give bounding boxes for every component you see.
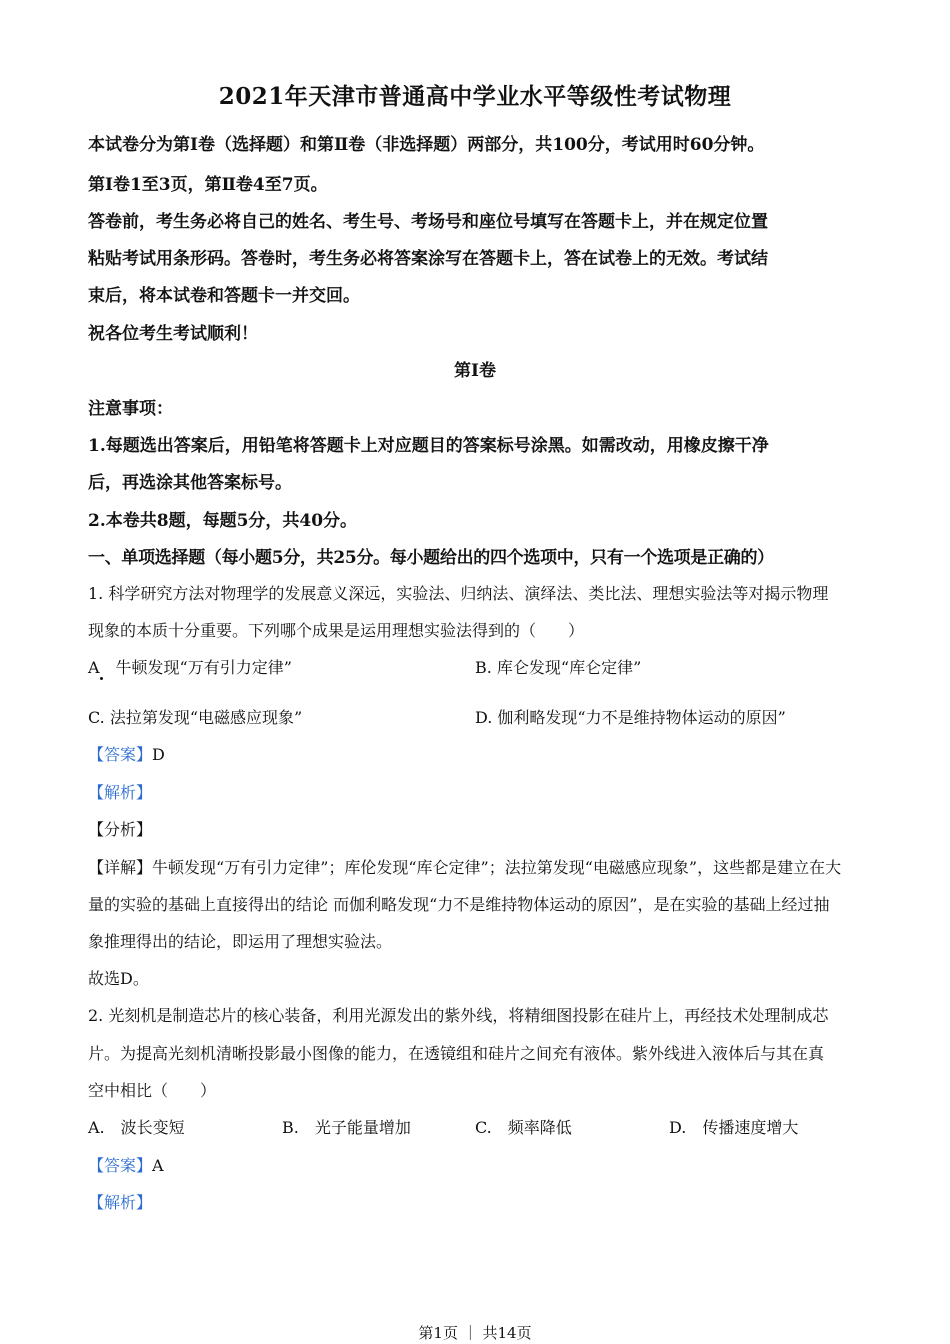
detail-text: 牛顿发现“万有引力定律”；库伦发现“库仑定律”；法拉第发现“电磁感应现象”，这些都是建立在大 (152, 858, 842, 877)
analysis-line (88, 780, 152, 803)
option-b: B. 库仑发现“库仑定律” (475, 658, 642, 677)
detail-text: 量的实验的基础上直接得出的结论 而伽利略发现“力不是维持物体运动的原因”，是在实验的基础上经过抽 (88, 895, 830, 914)
option-b: B. 光子能量增加 (282, 1118, 411, 1137)
intro-line: 粘贴考试用条形码。答卷时，考生务必将答案涂写在答题卡上，答在试卷上的无效。考试结 (88, 249, 768, 269)
analysis-tag: 【解析】 (88, 783, 153, 802)
note-line: 后，再选涂其他答案标号。 (88, 473, 292, 493)
answer-value: A (152, 1156, 164, 1175)
detail-tag: 【详解】 (88, 858, 153, 877)
fenxi-tag: 【分析】 (88, 820, 153, 839)
answer-line (88, 1153, 164, 1176)
intro-line: 祝各位考生考试顺利！ (88, 324, 258, 344)
stray-dot (100, 677, 103, 680)
option-a: A 牛顿发现“万有引力定律” (88, 658, 292, 677)
option-d: D. 伽利略发现“力不是维持物体运动的原因” (475, 708, 786, 727)
intro-line: 束后，将本试卷和答题卡一并交回。 (88, 286, 360, 306)
page-footer: 第1页 ｜ 共14页 (418, 1324, 532, 1342)
intro-line: 答卷前，考生务必将自己的姓名、考生号、考场号和座位号填写在答题卡上，并在规定位置 (88, 212, 768, 232)
answer-tag: 【答案】 (88, 745, 153, 764)
question-stem: 片。为提高光刻机清晰投影最小图像的能力，在透镜组和硅片之间充有液体。紫外线进入液体后与其在真 (88, 1044, 825, 1063)
detail-line (88, 855, 841, 878)
page-title: 2021年天津市普通高中学业水平等级性考试物理 (218, 83, 732, 110)
intro-line: 本试卷分为第Ⅰ卷（选择题）和第Ⅱ卷（非选择题）两部分，共100分，考试用时60分钟。 (88, 135, 765, 155)
analysis-line (88, 1190, 152, 1213)
part-heading: 一、单项选择题（每小题5分，共25分。每小题给出的四个选项中，只有一个选项是正确的） (88, 548, 774, 568)
option-c: C. 频率降低 (475, 1118, 572, 1137)
intro-line: 第Ⅰ卷1至3页，第Ⅱ卷4至7页。 (88, 175, 328, 195)
answer-value: D (152, 745, 165, 764)
option-a: A. 波长变短 (88, 1118, 185, 1137)
detail-text: 象推理得出的结论，即运用了理想实验法。 (88, 932, 393, 951)
answer-tag: 【答案】 (88, 1156, 153, 1175)
answer-line (88, 742, 165, 765)
analysis-tag: 【解析】 (88, 1193, 153, 1212)
question-stem: 1. 科学研究方法对物理学的发展意义深远，实验法、归纳法、演绎法、类比法、理想实验法等对揭示物理 (88, 584, 829, 603)
question-stem: 现象的本质十分重要。下列哪个成果是运用理想实验法得到的（ ） (88, 621, 585, 640)
notes-title: 注意事项： (88, 399, 173, 419)
option-d: D. 传播速度增大 (669, 1118, 799, 1137)
note-line: 2.本卷共8题，每题5分，共40分。 (88, 511, 358, 531)
section-heading: 第Ⅰ卷 (454, 361, 496, 381)
note-line: 1.每题选出答案后，用铅笔将答题卡上对应题目的答案标号涂黑。如需改动，用橡皮擦干净 (88, 436, 769, 456)
option-c: C. 法拉第发现“电磁感应现象” (88, 708, 303, 727)
question-stem: 空中相比（ ） (88, 1081, 217, 1100)
question-stem: 2. 光刻机是制造芯片的核心装备，利用光源发出的紫外线，将精细图投影在硅片上，再经技术处理制成芯 (88, 1006, 829, 1025)
conclusion: 故选D。 (88, 969, 149, 988)
